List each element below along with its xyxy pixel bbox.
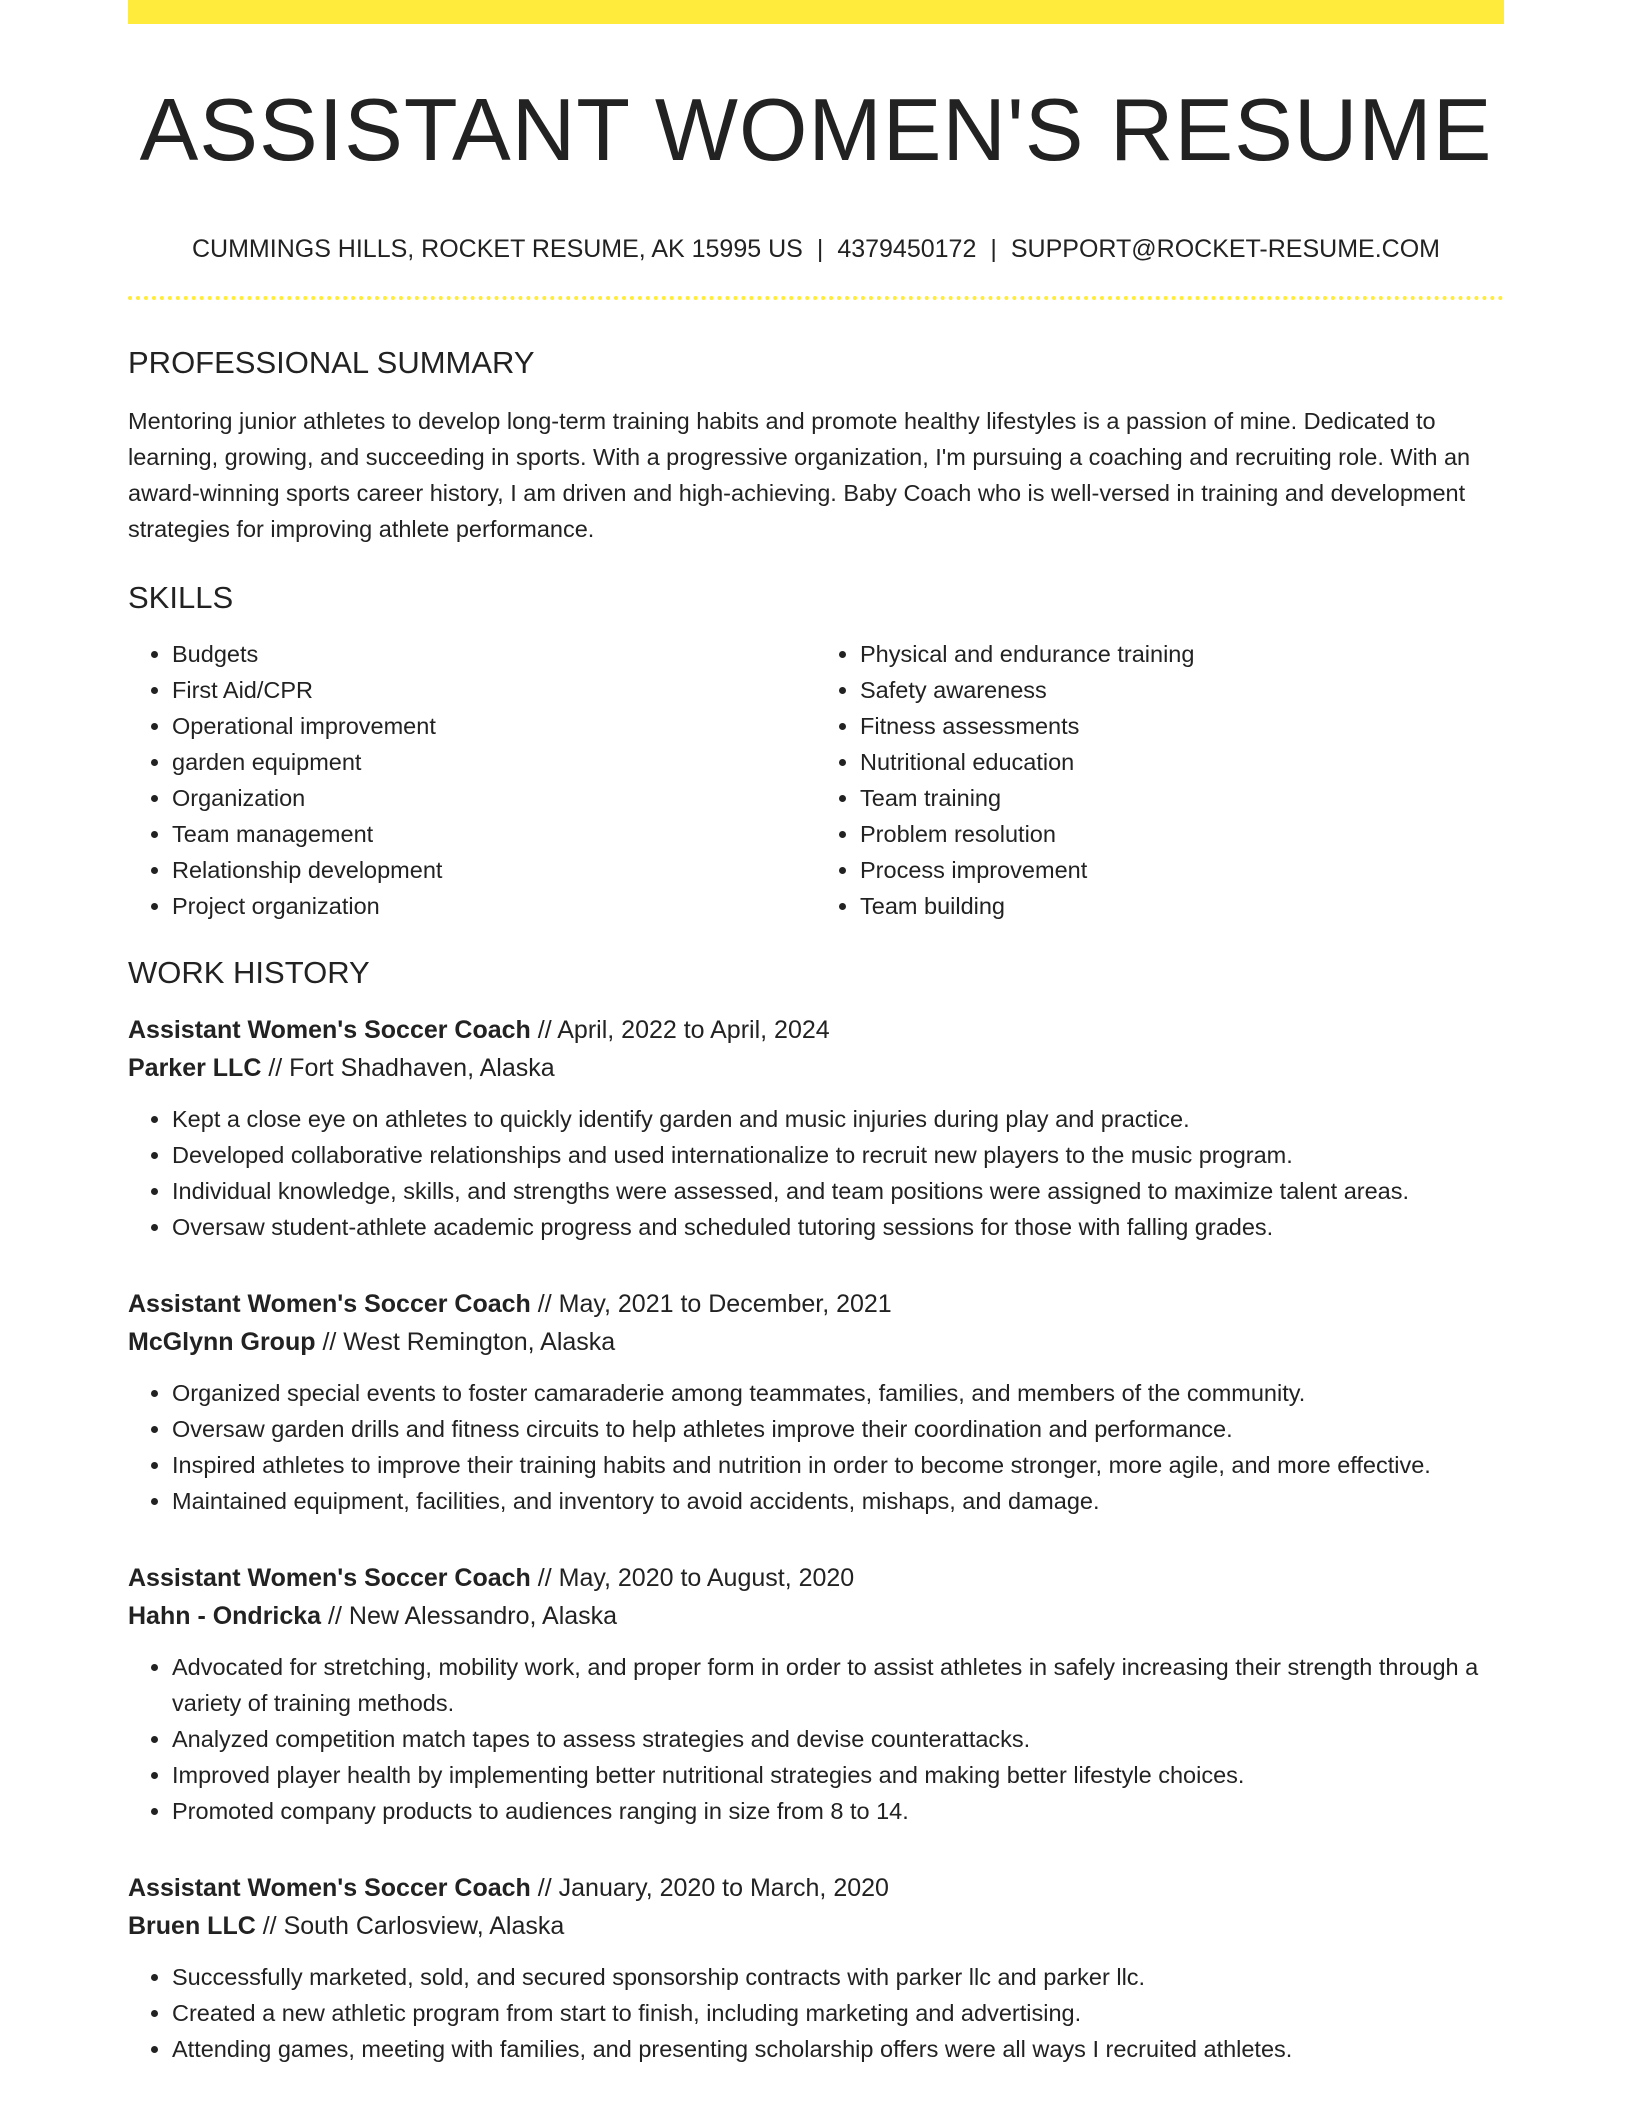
- contact-email: SUPPORT@ROCKET-RESUME.COM: [1010, 234, 1440, 263]
- job-bullet: • Created a new athletic program from start to finish, including marketing and advertising.: [172, 1995, 1504, 2031]
- job-bullets: [128, 1375, 1504, 1519]
- skills-heading: SKILLS: [128, 579, 234, 615]
- job-location: // West Remington, Alaska: [322, 1328, 616, 1357]
- job-bullet: • Successfully marketed, sold, and secured sponsorship contracts with parker llc and parker llc.: [172, 1959, 1504, 1995]
- skill-item: • Safety awareness: [860, 672, 1504, 708]
- job-role-line: [128, 1559, 1504, 1597]
- dotted-divider: [128, 296, 1504, 300]
- job-role-line: [128, 1011, 1504, 1049]
- skill-item: • Team management: [172, 816, 816, 852]
- job-bullets: [128, 1101, 1504, 1245]
- job-bullets: [128, 1649, 1504, 1829]
- work-history-heading: WORK HISTORY: [128, 955, 370, 991]
- job-dates: // May, 2021 to December, 2021: [537, 1290, 892, 1319]
- skill-item: • garden equipment: [172, 744, 816, 780]
- contact-separator: |: [816, 234, 824, 263]
- skills-list: [128, 636, 1504, 924]
- skill-item: • Team training: [860, 780, 1504, 816]
- job-bullet: • Inspired athletes to improve their training habits and nutrition in order to become stronger, more agile, and more effective.: [172, 1447, 1504, 1483]
- job-dates: // May, 2020 to August, 2020: [537, 1564, 855, 1593]
- job-dates: // January, 2020 to March, 2020: [537, 1874, 889, 1903]
- job-entry: [128, 1011, 1504, 1245]
- job-bullet: • Oversaw student-athlete academic progress and scheduled tutoring sessions for those with falling grades.: [172, 1209, 1504, 1245]
- summary-heading: PROFESSIONAL SUMMARY: [128, 344, 535, 380]
- job-location: // South Carlosview, Alaska: [262, 1912, 565, 1941]
- job-role: Assistant Women's Soccer Coach: [128, 1016, 531, 1045]
- job-role: Assistant Women's Soccer Coach: [128, 1564, 531, 1593]
- job-bullet: • Advocated for stretching, mobility work, and proper form in order to assist athletes in safely increasing their strength through a variety of training methods.: [172, 1649, 1504, 1721]
- job-company: Parker LLC: [128, 1054, 262, 1083]
- job-bullet: • Developed collaborative relationships and used internationalize to recruit new players to the music program.: [172, 1137, 1504, 1173]
- job-role-line: [128, 1285, 1504, 1323]
- skill-item: • Budgets: [172, 636, 816, 672]
- job-company: Bruen LLC: [128, 1912, 256, 1941]
- contact-phone: 4379450172: [837, 234, 977, 263]
- job-entry: [128, 1559, 1504, 1829]
- skill-item: • Fitness assessments: [860, 708, 1504, 744]
- job-role: Assistant Women's Soccer Coach: [128, 1290, 531, 1319]
- job-dates: // April, 2022 to April, 2024: [537, 1016, 830, 1045]
- job-company-line: [128, 1323, 1504, 1361]
- job-bullet: • Maintained equipment, facilities, and inventory to avoid accidents, mishaps, and damage.: [172, 1483, 1504, 1519]
- job-entry: [128, 1869, 1504, 2067]
- skill-item: • Nutritional education: [860, 744, 1504, 780]
- job-bullet: • Organized special events to foster camaraderie among teammates, families, and members of the community.: [172, 1375, 1504, 1411]
- resume-title: ASSISTANT WOMEN'S RESUME: [139, 80, 1493, 179]
- skill-item: • Operational improvement: [172, 708, 816, 744]
- job-bullet: • Analyzed competition match tapes to assess strategies and devise counterattacks.: [172, 1721, 1504, 1757]
- job-bullets: [128, 1959, 1504, 2067]
- job-location: // New Alessandro, Alaska: [328, 1602, 618, 1631]
- resume-page: [128, 0, 1504, 2067]
- contact-separator: |: [990, 234, 997, 263]
- skill-item: • Physical and endurance training: [860, 636, 1504, 672]
- job-company: McGlynn Group: [128, 1328, 316, 1357]
- contact-line: [128, 234, 1504, 264]
- job-bullet: • Improved player health by implementing better nutritional strategies and making better lifestyle choices.: [172, 1757, 1504, 1793]
- skill-item: • Project organization: [172, 888, 816, 924]
- summary-text: Mentoring junior athletes to develop long-term training habits and promote healthy lifestyles is a passion of mine. Dedicated to learning, growing, and succeeding in sports. With a progressive organization, I'm pursuing a coaching and recruiting role. With an award-winning sports career history, I am driven and high-achieving. Baby Coach who is well-versed in training and development strategies for improving athlete performance.: [128, 407, 1471, 542]
- job-company-line: [128, 1049, 1504, 1087]
- skill-item: • Organization: [172, 780, 816, 816]
- accent-bar: [128, 0, 1504, 24]
- job-role-line: [128, 1869, 1504, 1907]
- job-role: Assistant Women's Soccer Coach: [128, 1874, 531, 1903]
- skill-item: • First Aid/CPR: [172, 672, 816, 708]
- job-bullet: • Individual knowledge, skills, and strengths were assessed, and team positions were assigned to maximize talent areas.: [172, 1173, 1504, 1209]
- job-bullet: • Oversaw garden drills and fitness circuits to help athletes improve their coordination and performance.: [172, 1411, 1504, 1447]
- job-bullet: • Promoted company products to audiences ranging in size from 8 to 14.: [172, 1793, 1504, 1829]
- skills-column-right: [816, 636, 1504, 924]
- job-location: // Fort Shadhaven, Alaska: [268, 1054, 555, 1083]
- job-company: Hahn - Ondricka: [128, 1602, 322, 1631]
- job-bullet: • Attending games, meeting with families, and presenting scholarship offers were all ways I recruited athletes.: [172, 2031, 1504, 2067]
- job-entry: [128, 1285, 1504, 1519]
- job-bullet: • Kept a close eye on athletes to quickly identify garden and music injuries during play and practice.: [172, 1101, 1504, 1137]
- job-company-line: [128, 1597, 1504, 1635]
- contact-address: CUMMINGS HILLS, ROCKET RESUME, AK 15995 US: [191, 234, 803, 263]
- skill-item: • Team building: [860, 888, 1504, 924]
- skill-item: • Process improvement: [860, 852, 1504, 888]
- job-company-line: [128, 1907, 1504, 1945]
- skill-item: • Relationship development: [172, 852, 816, 888]
- skills-column-left: [128, 636, 816, 924]
- skill-item: • Problem resolution: [860, 816, 1504, 852]
